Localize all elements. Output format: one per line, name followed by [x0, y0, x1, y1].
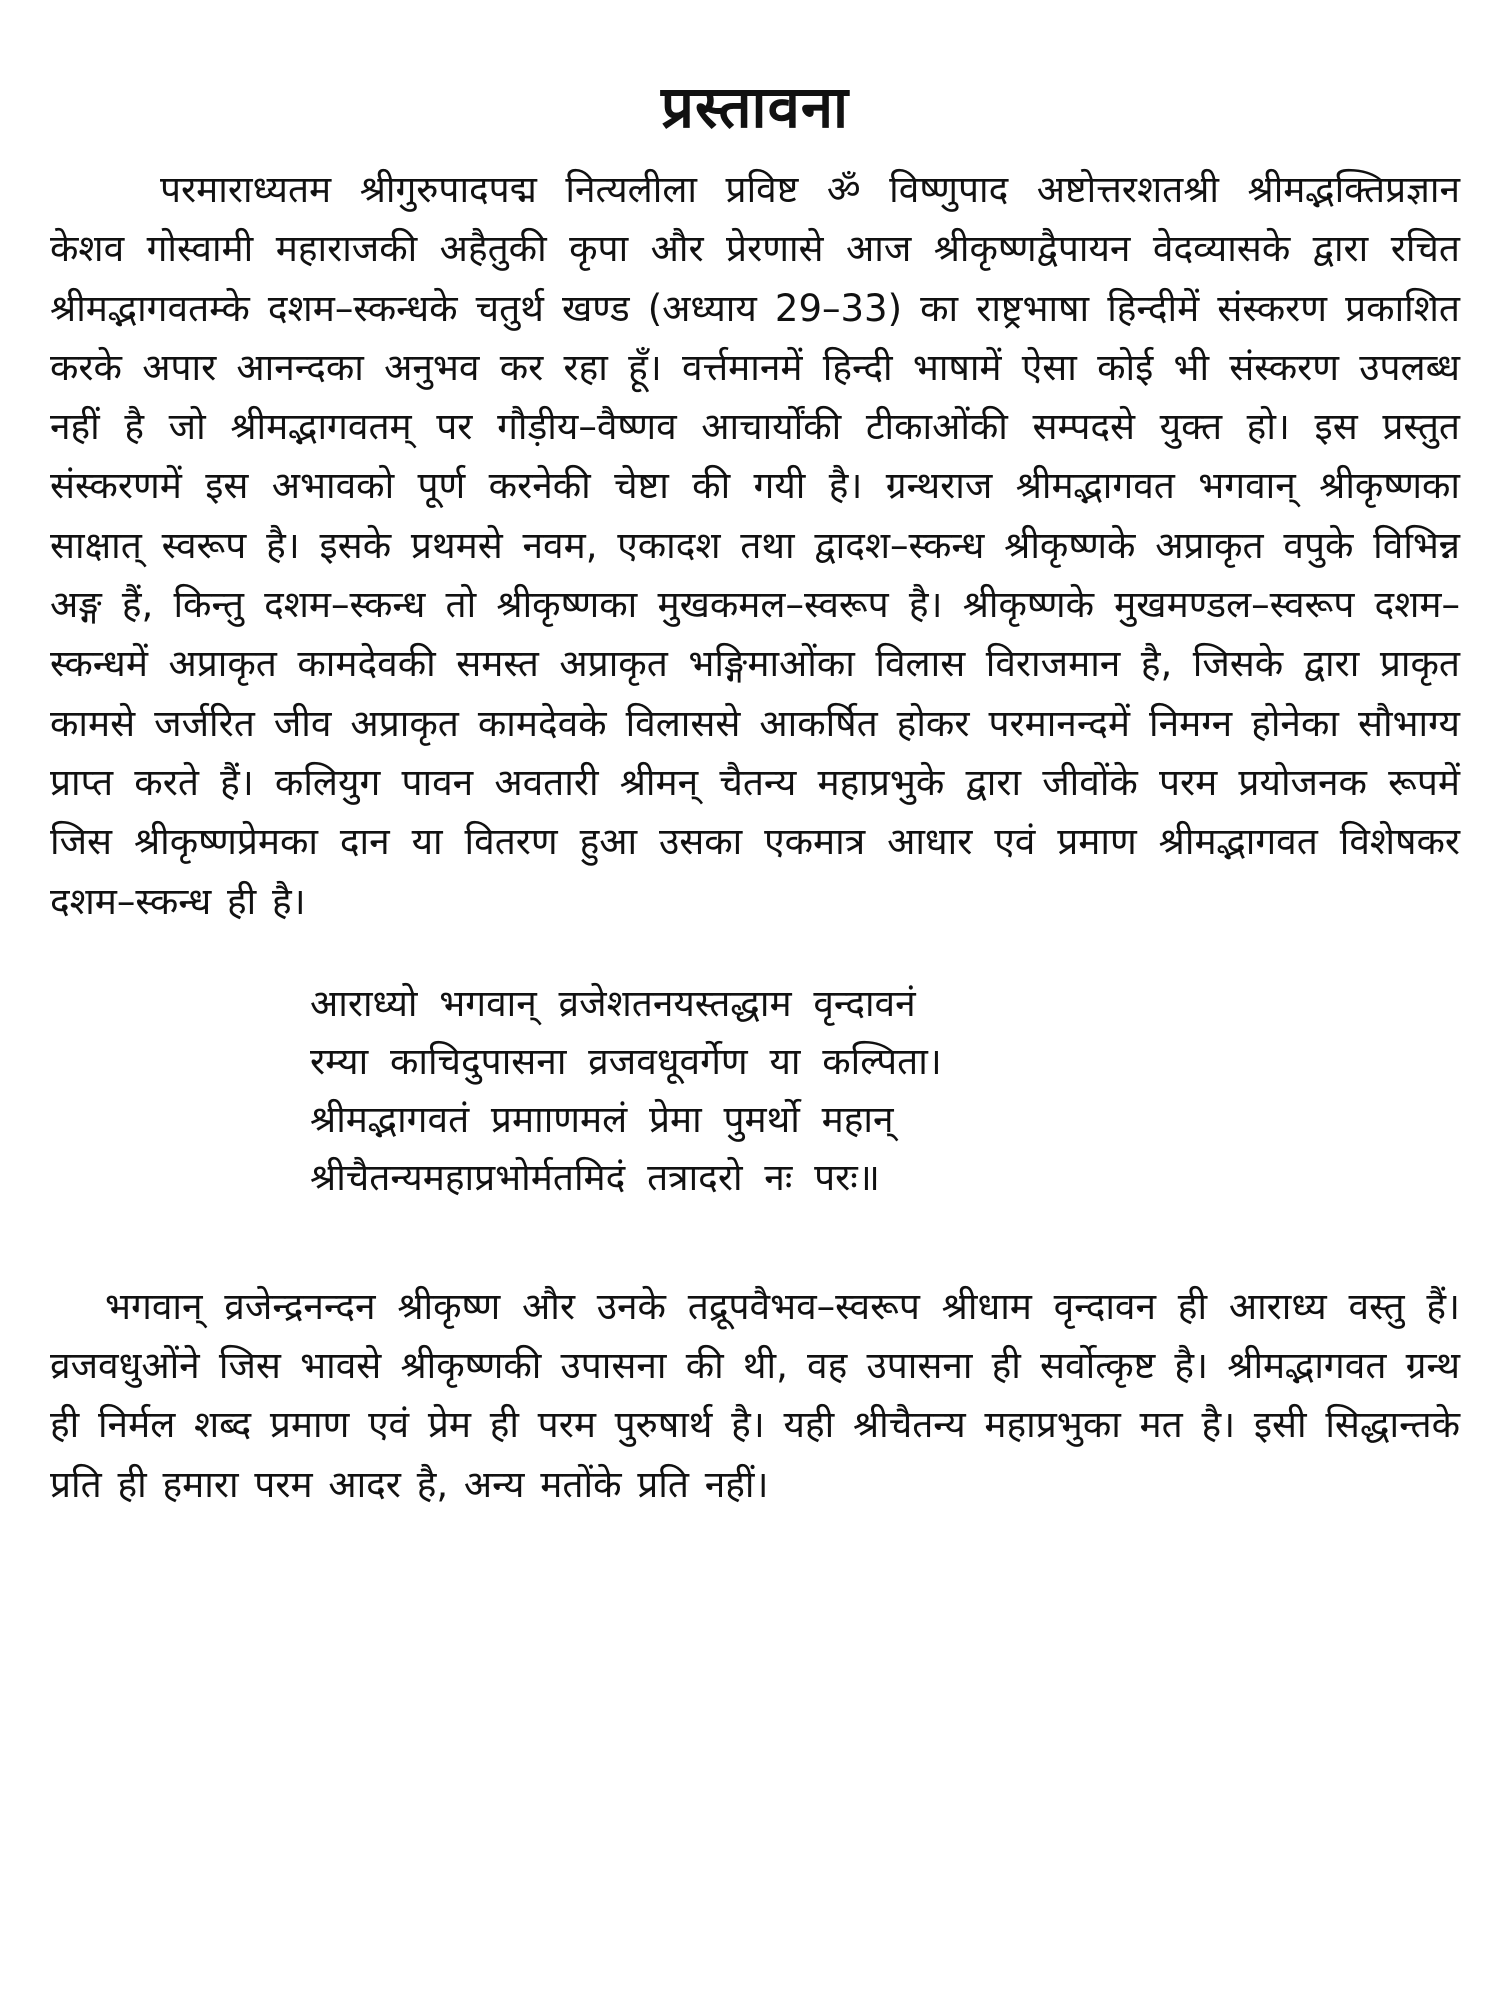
verse-line-4: श्रीचैतन्यमहाप्रभोर्मतमिदं तत्रादरो नः परः॥	[310, 1155, 880, 1199]
intro-paragraph: परमाराध्यतम श्रीगुरुपादपद्म नित्यलीला प्रविष्ट ॐ विष्णुपाद अष्टोत्तरशतश्री श्रीमद्भक्तिप्रज्ञान केशव गोस्वामी महाराजकी अहैतुकी कृपा और प्रेरणासे आज श्रीकृष्णद्वैपायन वेदव्यासके द्वारा रचित श्रीमद्भागवतम्के दशम–स्कन्धके चतुर्थ खण्ड (अध्याय 29–33) का राष्ट्रभाषा हिन्दीमें संस्करण प्रकाशित करके अपार आनन्दका अनुभव कर रहा हूँ। वर्त्तमानमें हिन्दी भाषामें ऐसा कोई भी संस्करण उपलब्ध नहीं है जो श्रीमद्भागवतम् पर गौड़ीय–वैष्णव आचार्योंकी टीकाओंकी सम्पदसे युक्त हो। इस प्रस्तुत संस्करणमें इस अभावको पूर्ण करनेकी चेष्टा की गयी है। ग्रन्थराज श्रीमद्भागवत भगवान् श्रीकृष्णका साक्षात् स्वरूप है। इसके प्रथमसे नवम, एकादश तथा द्वादश–स्कन्ध श्रीकृष्णके अप्राकृत वपुके विभिन्न अङ्ग हैं, किन्तु दशम–स्कन्ध तो श्रीकृष्णका मुखकमल–स्वरूप है। श्रीकृष्णके मुखमण्डल–स्वरूप दशम–स्कन्धमें अप्राकृत कामदेवकी समस्त अप्राकृत भङ्गिमाओंका विलास विराजमान है, जिसके द्वारा प्राकृत कामसे जर्जरित जीव अप्राकृत कामदेवके विलाससे आकर्षित होकर परमानन्दमें निमग्न होनेका सौभाग्य प्राप्त करते हैं। कलियुग पावन अवतारी श्रीमन् चैतन्य महाप्रभुके द्वारा जीवोंके परम प्रयोजनक रूपमें जिस श्रीकृष्णप्रेमका दान या वितरण हुआ उसका एकमात्र आधार एवं प्रमाण श्रीमद्भागवत विशेषकर दशम–स्कन्ध ही है।	[50, 168, 1460, 923]
verse-line-2: रम्या काचिदुपासना व्रजवधूवर्गेण या कल्पिता।	[310, 1039, 942, 1083]
verse-line-1: आराध्यो भगवान् व्रजेशतनयस्तद्धाम वृन्दावनं	[310, 981, 916, 1025]
sanskrit-verse	[50, 975, 1460, 1207]
verse-line-3: श्रीमद्भागवतं प्रमााणमलं प्रेमा पुमर्थो महान्	[310, 1097, 894, 1141]
page-title: प्रस्तावना	[660, 73, 850, 141]
explanation-paragraph: भगवान् व्रजेन्द्रनन्दन श्रीकृष्ण और उनके तद्रूपवैभव–स्वरूप श्रीधाम वृन्दावन ही आराध्य वस्तु हैं। व्रजवधुओंने जिस भावसे श्रीकृष्णकी उपासना की थी, वह उपासना ही सर्वोत्कृष्ट है। श्रीमद्भागवत ग्रन्थ ही निर्मल शब्द प्रमाण एवं प्रेम ही परम पुरुषार्थ है। यही श्रीचैतन्य महाप्रभुका मत है। इसी सिद्धान्तके प्रति ही हमारा परम आदर है, अन्य मतोंके प्रति नहीं।	[50, 1284, 1460, 1506]
